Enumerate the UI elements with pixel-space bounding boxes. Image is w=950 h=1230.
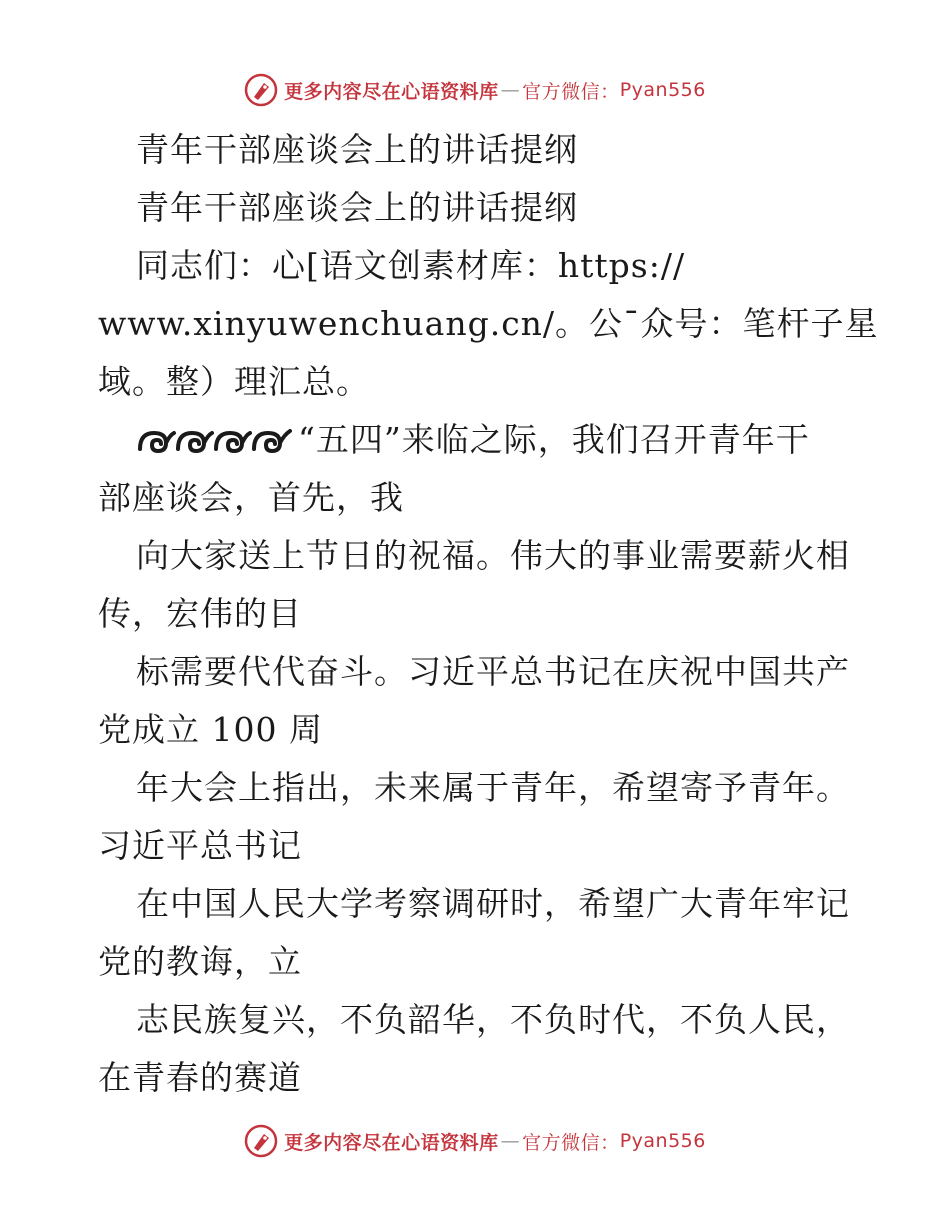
header-brand-text: 更多内容尽在心语资料库 [284,80,499,103]
paragraph-line: 年大会上指出，未来属于青年，希望寄予青年。 [136,768,850,807]
paragraph-line: 部座谈会，首先，我 [98,478,404,517]
footer-brand-text: 更多内容尽在心语资料库 [284,1131,499,1154]
paragraph-line: 在中国人民大学考察调研时，希望广大青年牢记 [136,884,850,923]
pen-nib-logo-icon [244,73,278,107]
paragraph-line: 志民族复兴，不负韶华，不负时代，不负人民， [136,1000,850,1039]
header-wechat-label: 官方微信： [522,80,620,103]
paragraph-line: 标需要代代奋斗。习近平总书记在庆祝中国共产 [136,652,850,691]
pen-nib-logo-icon [244,1124,278,1158]
paragraph-line-text: “五四”来临之际，我们召开青年干 [298,420,810,459]
footer-separator: — [500,1130,521,1152]
paragraph-line: 党的教诲，立 [98,942,302,981]
header-banner [0,68,950,112]
document-title-repeat: 青年干部座谈会上的讲话提纲 [136,188,578,227]
paragraph-line-ornamented [98,411,858,469]
paragraph-line: www.xinyuwenchuang.cn/。公¯众号：笔杆子星 [98,304,879,343]
header-wechat-id: Pyan556 [619,79,706,101]
paragraph-line: 同志们：心[语文创素材库：https:// [136,246,686,285]
paragraph-line: 习近平总书记 [98,826,302,865]
footer-banner [0,1119,950,1163]
curl-ornament-icon [136,425,296,455]
paragraph-line: 在青春的赛道 [98,1058,302,1097]
footer-wechat-label: 官方微信： [522,1131,620,1154]
document-title: 青年干部座谈会上的讲话提纲 [136,130,578,169]
paragraph-line: 域。整）理汇总。 [98,362,370,401]
document-body [98,121,879,1107]
header-separator: — [500,79,521,101]
paragraph-line: 党成立 100 周 [98,710,323,749]
footer-wechat-id: Pyan556 [619,1130,706,1152]
paragraph-line: 向大家送上节日的祝福。伟大的事业需要薪火相 [136,536,850,575]
paragraph-line: 传，宏伟的目 [98,594,302,633]
